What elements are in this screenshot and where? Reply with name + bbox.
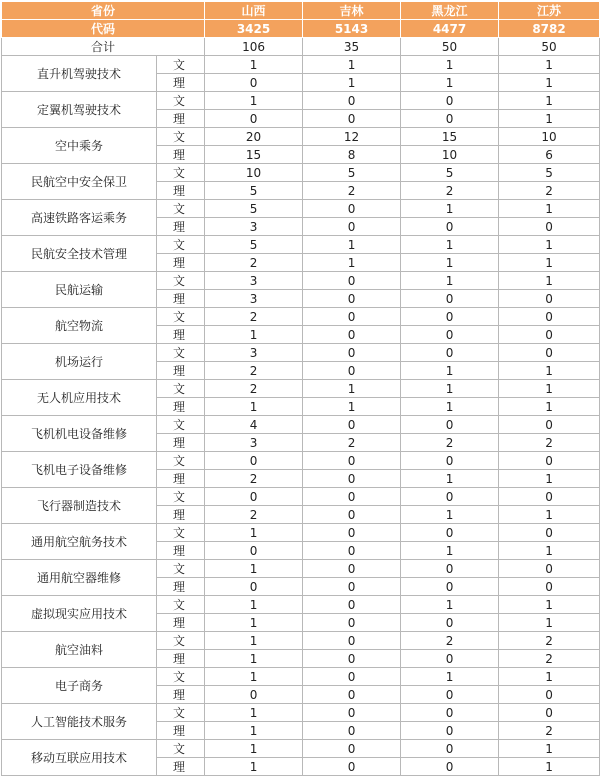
cell-value: 0 [303, 650, 401, 668]
subject-name: 航空油料 [2, 632, 157, 668]
cell-value: 3 [205, 218, 303, 236]
cell-value: 0 [303, 416, 401, 434]
cell-value: 0 [303, 308, 401, 326]
cell-value: 1 [499, 272, 600, 290]
cell-value: 0 [401, 488, 499, 506]
kind-wen-label: 文 [157, 560, 205, 578]
cell-value: 0 [499, 686, 600, 704]
table-row [2, 524, 600, 542]
cell-value: 0 [499, 344, 600, 362]
cell-value: 0 [205, 74, 303, 92]
cell-value: 2 [499, 650, 600, 668]
kind-li-label: 理 [157, 218, 205, 236]
cell-value: 0 [303, 614, 401, 632]
kind-wen-label: 文 [157, 524, 205, 542]
cell-value: 0 [499, 218, 600, 236]
kind-wen-label: 文 [157, 236, 205, 254]
enrollment-table [1, 1, 600, 776]
subject-name: 直升机驾驶技术 [2, 56, 157, 92]
kind-li-label: 理 [157, 74, 205, 92]
kind-wen-label: 文 [157, 740, 205, 758]
cell-value: 15 [205, 146, 303, 164]
cell-value: 0 [303, 524, 401, 542]
cell-value: 1 [499, 398, 600, 416]
table-row [2, 92, 600, 110]
cell-value: 1 [401, 398, 499, 416]
kind-li-label: 理 [157, 542, 205, 560]
province-jiangsu: 江苏 [499, 2, 600, 20]
cell-value: 1 [401, 272, 499, 290]
total-row [2, 38, 600, 56]
cell-value: 1 [499, 74, 600, 92]
cell-value: 0 [401, 686, 499, 704]
kind-li-label: 理 [157, 470, 205, 488]
cell-value: 3 [205, 434, 303, 452]
cell-value: 0 [303, 578, 401, 596]
cell-value: 1 [401, 596, 499, 614]
cell-value: 1 [499, 200, 600, 218]
table-row [2, 740, 600, 758]
cell-value: 1 [401, 56, 499, 74]
table-row [2, 236, 600, 254]
cell-value: 1 [499, 758, 600, 776]
cell-value: 5 [303, 164, 401, 182]
kind-wen-label: 文 [157, 632, 205, 650]
cell-value: 1 [205, 92, 303, 110]
cell-value: 0 [303, 488, 401, 506]
cell-value: 1 [499, 542, 600, 560]
cell-value: 10 [205, 164, 303, 182]
cell-value: 0 [303, 290, 401, 308]
cell-value: 0 [499, 308, 600, 326]
cell-value: 0 [303, 740, 401, 758]
province-heilongjiang: 黑龙江 [401, 2, 499, 20]
cell-value: 1 [205, 614, 303, 632]
kind-li-label: 理 [157, 254, 205, 272]
cell-value: 0 [303, 668, 401, 686]
subject-name: 飞机电子设备维修 [2, 452, 157, 488]
cell-value: 1 [499, 380, 600, 398]
subject-name: 电子商务 [2, 668, 157, 704]
table-row [2, 164, 600, 182]
cell-value: 1 [401, 74, 499, 92]
cell-value: 1 [205, 326, 303, 344]
cell-value: 1 [303, 254, 401, 272]
cell-value: 1 [303, 380, 401, 398]
cell-value: 0 [303, 596, 401, 614]
kind-li-label: 理 [157, 146, 205, 164]
cell-value: 0 [303, 722, 401, 740]
cell-value: 0 [303, 452, 401, 470]
kind-wen-label: 文 [157, 92, 205, 110]
cell-value: 5 [205, 182, 303, 200]
cell-value: 2 [205, 470, 303, 488]
cell-value: 12 [303, 128, 401, 146]
cell-value: 1 [499, 92, 600, 110]
cell-value: 0 [401, 110, 499, 128]
cell-value: 1 [401, 542, 499, 560]
cell-value: 0 [303, 362, 401, 380]
cell-value: 3 [205, 344, 303, 362]
cell-value: 1 [401, 362, 499, 380]
cell-value: 1 [499, 668, 600, 686]
cell-value: 2 [205, 380, 303, 398]
kind-wen-label: 文 [157, 200, 205, 218]
province-jilin: 吉林 [303, 2, 401, 20]
table-row [2, 200, 600, 218]
kind-li-label: 理 [157, 686, 205, 704]
cell-value: 2 [499, 722, 600, 740]
kind-li-label: 理 [157, 362, 205, 380]
kind-wen-label: 文 [157, 596, 205, 614]
code-heilongjiang: 4477 [401, 20, 499, 38]
kind-wen-label: 文 [157, 164, 205, 182]
cell-value: 1 [205, 650, 303, 668]
cell-value: 1 [303, 398, 401, 416]
kind-li-label: 理 [157, 290, 205, 308]
total-value: 50 [499, 38, 600, 56]
cell-value: 4 [205, 416, 303, 434]
subject-name: 民航空中安全保卫 [2, 164, 157, 200]
cell-value: 0 [303, 200, 401, 218]
cell-value: 1 [499, 110, 600, 128]
kind-wen-label: 文 [157, 308, 205, 326]
cell-value: 0 [303, 506, 401, 524]
cell-value: 0 [499, 578, 600, 596]
cell-value: 0 [499, 524, 600, 542]
cell-value: 0 [401, 218, 499, 236]
cell-value: 1 [205, 740, 303, 758]
cell-value: 2 [205, 254, 303, 272]
subject-name: 空中乘务 [2, 128, 157, 164]
cell-value: 0 [499, 416, 600, 434]
kind-wen-label: 文 [157, 452, 205, 470]
subject-name: 无人机应用技术 [2, 380, 157, 416]
cell-value: 1 [205, 668, 303, 686]
cell-value: 2 [303, 434, 401, 452]
subject-name: 定翼机驾驶技术 [2, 92, 157, 128]
subject-name: 民航运输 [2, 272, 157, 308]
cell-value: 10 [401, 146, 499, 164]
province-shanxi: 山西 [205, 2, 303, 20]
cell-value: 2 [499, 182, 600, 200]
cell-value: 2 [205, 308, 303, 326]
cell-value: 1 [401, 380, 499, 398]
code-shanxi: 3425 [205, 20, 303, 38]
subject-name: 移动互联应用技术 [2, 740, 157, 776]
kind-wen-label: 文 [157, 56, 205, 74]
kind-wen-label: 文 [157, 416, 205, 434]
cell-value: 0 [303, 272, 401, 290]
cell-value: 1 [499, 362, 600, 380]
kind-li-label: 理 [157, 614, 205, 632]
cell-value: 0 [303, 542, 401, 560]
cell-value: 0 [401, 650, 499, 668]
kind-li-label: 理 [157, 722, 205, 740]
cell-value: 2 [401, 434, 499, 452]
cell-value: 5 [205, 236, 303, 254]
cell-value: 0 [401, 524, 499, 542]
cell-value: 6 [499, 146, 600, 164]
table-row [2, 704, 600, 722]
cell-value: 0 [303, 110, 401, 128]
table-row [2, 416, 600, 434]
cell-value: 1 [499, 596, 600, 614]
total-label: 合计 [2, 38, 205, 56]
cell-value: 1 [303, 74, 401, 92]
cell-value: 0 [401, 740, 499, 758]
cell-value: 1 [499, 254, 600, 272]
cell-value: 1 [303, 236, 401, 254]
cell-value: 0 [401, 344, 499, 362]
subject-name: 通用航空航务技术 [2, 524, 157, 560]
table-row [2, 560, 600, 578]
cell-value: 0 [401, 416, 499, 434]
cell-value: 0 [205, 686, 303, 704]
kind-wen-label: 文 [157, 380, 205, 398]
cell-value: 1 [205, 560, 303, 578]
kind-li-label: 理 [157, 506, 205, 524]
cell-value: 5 [499, 164, 600, 182]
province-label: 省份 [2, 2, 205, 20]
table-row [2, 668, 600, 686]
cell-value: 0 [205, 452, 303, 470]
subject-name: 高速铁路客运乘务 [2, 200, 157, 236]
cell-value: 1 [401, 200, 499, 218]
cell-value: 1 [401, 506, 499, 524]
total-value: 35 [303, 38, 401, 56]
cell-value: 1 [499, 236, 600, 254]
cell-value: 0 [303, 470, 401, 488]
table-row [2, 308, 600, 326]
cell-value: 1 [205, 56, 303, 74]
cell-value: 0 [401, 560, 499, 578]
cell-value: 1 [205, 722, 303, 740]
cell-value: 0 [401, 308, 499, 326]
kind-wen-label: 文 [157, 128, 205, 146]
cell-value: 0 [401, 92, 499, 110]
cell-value: 0 [499, 704, 600, 722]
cell-value: 10 [499, 128, 600, 146]
cell-value: 0 [401, 326, 499, 344]
subject-name: 飞行器制造技术 [2, 488, 157, 524]
subject-name: 飞机机电设备维修 [2, 416, 157, 452]
cell-value: 0 [205, 578, 303, 596]
cell-value: 0 [401, 758, 499, 776]
table-body [2, 38, 600, 776]
cell-value: 8 [303, 146, 401, 164]
cell-value: 15 [401, 128, 499, 146]
kind-li-label: 理 [157, 578, 205, 596]
cell-value: 0 [303, 686, 401, 704]
cell-value: 0 [205, 488, 303, 506]
table-row [2, 596, 600, 614]
kind-wen-label: 文 [157, 488, 205, 506]
cell-value: 1 [401, 470, 499, 488]
subject-name: 人工智能技术服务 [2, 704, 157, 740]
cell-value: 0 [499, 452, 600, 470]
total-value: 50 [401, 38, 499, 56]
kind-li-label: 理 [157, 434, 205, 452]
cell-value: 3 [205, 272, 303, 290]
table-row [2, 452, 600, 470]
cell-value: 5 [205, 200, 303, 218]
kind-li-label: 理 [157, 326, 205, 344]
cell-value: 0 [205, 542, 303, 560]
cell-value: 1 [499, 56, 600, 74]
cell-value: 1 [303, 56, 401, 74]
code-jilin: 5143 [303, 20, 401, 38]
cell-value: 0 [205, 110, 303, 128]
cell-value: 1 [205, 524, 303, 542]
kind-li-label: 理 [157, 182, 205, 200]
code-jiangsu: 8782 [499, 20, 600, 38]
code-header-row [2, 20, 600, 38]
cell-value: 0 [401, 722, 499, 740]
kind-li-label: 理 [157, 650, 205, 668]
kind-li-label: 理 [157, 758, 205, 776]
cell-value: 1 [205, 398, 303, 416]
cell-value: 1 [499, 614, 600, 632]
cell-value: 1 [205, 632, 303, 650]
cell-value: 2 [303, 182, 401, 200]
table-row [2, 632, 600, 650]
cell-value: 0 [303, 560, 401, 578]
cell-value: 1 [205, 758, 303, 776]
cell-value: 1 [401, 254, 499, 272]
total-value: 106 [205, 38, 303, 56]
table-row [2, 344, 600, 362]
province-header-row [2, 2, 600, 20]
cell-value: 0 [303, 218, 401, 236]
cell-value: 0 [303, 344, 401, 362]
code-label: 代码 [2, 20, 205, 38]
cell-value: 2 [401, 182, 499, 200]
kind-wen-label: 文 [157, 704, 205, 722]
cell-value: 0 [401, 704, 499, 722]
subject-name: 通用航空器维修 [2, 560, 157, 596]
cell-value: 0 [499, 488, 600, 506]
cell-value: 0 [401, 614, 499, 632]
subject-name: 航空物流 [2, 308, 157, 344]
subject-name: 民航安全技术管理 [2, 236, 157, 272]
table-row [2, 488, 600, 506]
cell-value: 0 [499, 560, 600, 578]
cell-value: 0 [303, 326, 401, 344]
cell-value: 1 [499, 506, 600, 524]
cell-value: 0 [401, 290, 499, 308]
cell-value: 1 [499, 740, 600, 758]
cell-value: 1 [401, 236, 499, 254]
cell-value: 1 [499, 470, 600, 488]
cell-value: 0 [499, 326, 600, 344]
cell-value: 0 [401, 452, 499, 470]
cell-value: 3 [205, 290, 303, 308]
subject-name: 虚拟现实应用技术 [2, 596, 157, 632]
cell-value: 0 [303, 704, 401, 722]
cell-value: 2 [205, 362, 303, 380]
cell-value: 1 [205, 704, 303, 722]
cell-value: 2 [499, 632, 600, 650]
cell-value: 1 [401, 668, 499, 686]
subject-name: 机场运行 [2, 344, 157, 380]
cell-value: 0 [303, 758, 401, 776]
cell-value: 2 [401, 632, 499, 650]
kind-li-label: 理 [157, 398, 205, 416]
table-row [2, 380, 600, 398]
cell-value: 2 [499, 434, 600, 452]
cell-value: 2 [205, 506, 303, 524]
kind-wen-label: 文 [157, 344, 205, 362]
kind-wen-label: 文 [157, 668, 205, 686]
cell-value: 0 [303, 92, 401, 110]
table-row [2, 56, 600, 74]
cell-value: 0 [401, 578, 499, 596]
cell-value: 5 [401, 164, 499, 182]
kind-li-label: 理 [157, 110, 205, 128]
cell-value: 1 [205, 596, 303, 614]
kind-wen-label: 文 [157, 272, 205, 290]
cell-value: 0 [303, 632, 401, 650]
table-row [2, 128, 600, 146]
cell-value: 0 [499, 290, 600, 308]
cell-value: 20 [205, 128, 303, 146]
table-row [2, 272, 600, 290]
